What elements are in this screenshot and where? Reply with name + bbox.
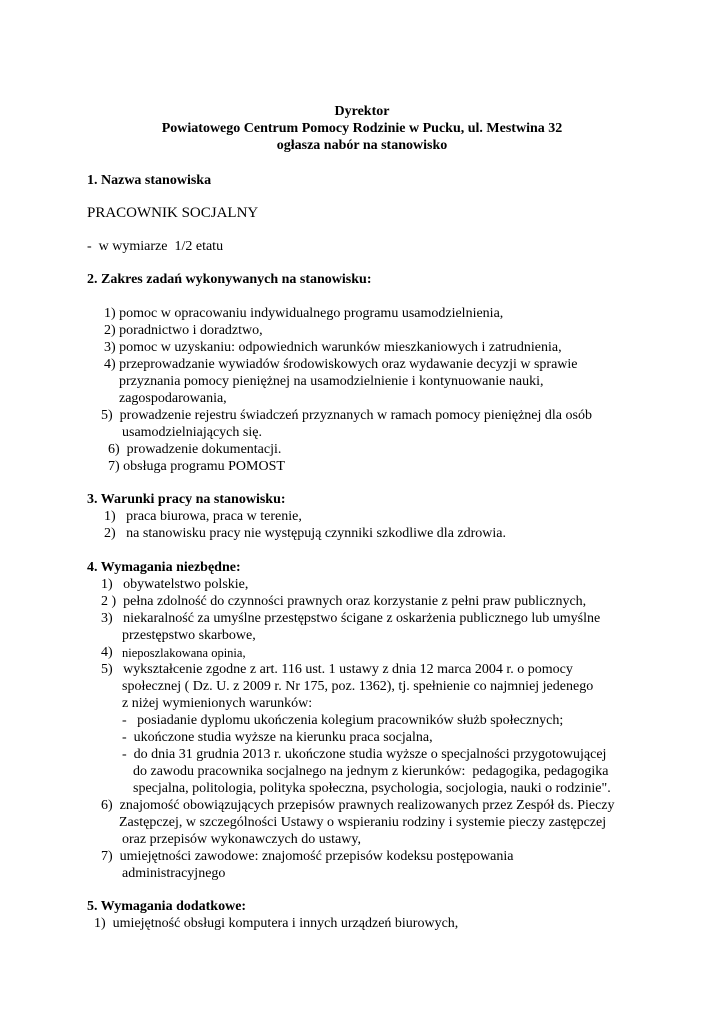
position-title: PRACOWNIK SOCJALNY	[87, 205, 259, 221]
requirement-subitem: - ukończone studia wyższe na kierunku praca socjalna,	[122, 730, 433, 745]
duty-item: 5) prowadzenie rejestru świadczeń przyznanych w ramach pomocy pieniężnej dla osób	[101, 408, 592, 423]
requirement-item-continued: przestępstwo skarbowe,	[122, 628, 256, 643]
requirement-item-continued: społecznej ( Dz. U. z 2009 r. Nr 175, poz. 1362), tj. spełnienie co najmniej jedenego	[122, 679, 594, 694]
requirement-item-continued: Zastępczej, w szczególności Ustawy o wspieraniu rodziny i systemie pieczy zastępczej	[119, 815, 607, 830]
section-4-heading: 4. Wymagania niezbędne:	[87, 560, 241, 575]
duty-item: 2) poradnictwo i doradztwo,	[104, 323, 263, 338]
section-3-heading: 3. Warunki pracy na stanowisku:	[87, 492, 286, 507]
requirement-item: 5) wykształcenie zgodne z art. 116 ust. 1 ustawy z dnia 12 marca 2004 r. o pomocy	[101, 662, 573, 677]
section-1-heading: 1. Nazwa stanowiska	[87, 173, 212, 188]
requirement-subitem-continued: specjalna, politologia, polityka społeczna, psychologia, socjologia, nauki o rodzinie".	[133, 781, 611, 796]
duty-item-continued: usamodzielniających się.	[122, 425, 262, 440]
requirement-item-continued: oraz przepisów wykonawczych do ustawy,	[122, 832, 361, 847]
duty-item: 3) pomoc w uzyskaniu: odpowiednich warunków mieszkaniowych i zatrudnienia,	[104, 340, 562, 355]
condition-item: 1) praca biurowa, praca w terenie,	[104, 509, 302, 524]
requirement-item-continued: z niżej wymienionych warunków:	[122, 696, 313, 711]
duty-item: 1) pomoc w opracowaniu indywidualnego programu usamodzielnienia,	[104, 306, 504, 321]
requirement-subitem: - posiadanie dyplomu ukończenia kolegium pracowników służb społecznych;	[122, 713, 564, 728]
requirement-item: 1) obywatelstwo polskie,	[101, 577, 249, 592]
requirement-item: 7) umiejętności zawodowe: znajomość przepisów kodeksu postępowania	[101, 849, 514, 864]
requirement-subitem-continued: do zawodu pracownika socjalnego na jednym z kierunków: pedagogika, pedagogika	[133, 764, 609, 779]
duty-item: 4) przeprowadzanie wywiadów środowiskowych oraz wydawanie decyzji w sprawie	[104, 357, 578, 372]
duty-item-continued: zagospodarowania,	[119, 391, 227, 406]
position-scope: - w wymiarze 1/2 etatu	[87, 239, 224, 254]
additional-requirement-item: 1) umiejętność obsługi komputera i innych urządzeń biurowych,	[94, 916, 459, 931]
section-5-heading: 5. Wymagania dodatkowe:	[87, 899, 247, 914]
header-line-1: Dyrektor	[334, 104, 390, 119]
condition-item: 2) na stanowisku pracy nie występują czynniki szkodliwe dla zdrowia.	[104, 526, 507, 541]
header-line-3: ogłasza nabór na stanowisko	[276, 138, 448, 153]
requirement-item: 6) znajomość obowiązujących przepisów prawnych realizowanych przez Zespół ds. Pieczy	[101, 798, 615, 813]
section-2-heading: 2. Zakres zadań wykonywanych na stanowisku:	[87, 272, 372, 287]
duty-item: 7) obsługa programu POMOST	[108, 459, 285, 474]
header-line-2: Powiatowego Centrum Pomocy Rodzinie w Pucku, ul. Mestwina 32	[161, 121, 563, 136]
requirement-subitem: - do dnia 31 grudnia 2013 r. ukończone studia wyższe o specjalności przygotowującej	[122, 747, 607, 762]
duty-item-continued: przyznania pomocy pieniężnej na usamodzielnienie i kontynuowanie nauki,	[119, 374, 544, 389]
requirement-item: 2 ) pełna zdolność do czynności prawnych oraz korzystanie z pełni praw publicznych,	[101, 594, 587, 609]
requirement-item: 3) niekaralność za umyślne przestępstwo ścigane z oskarżenia publicznego lub umyślne	[101, 611, 601, 626]
requirement-item-number: 4)	[101, 645, 113, 660]
requirement-item: nieposzlakowana opinia,	[122, 646, 246, 660]
requirement-item-continued: administracyjnego	[122, 866, 226, 881]
duty-item: 6) prowadzenie dokumentacji.	[108, 442, 282, 457]
